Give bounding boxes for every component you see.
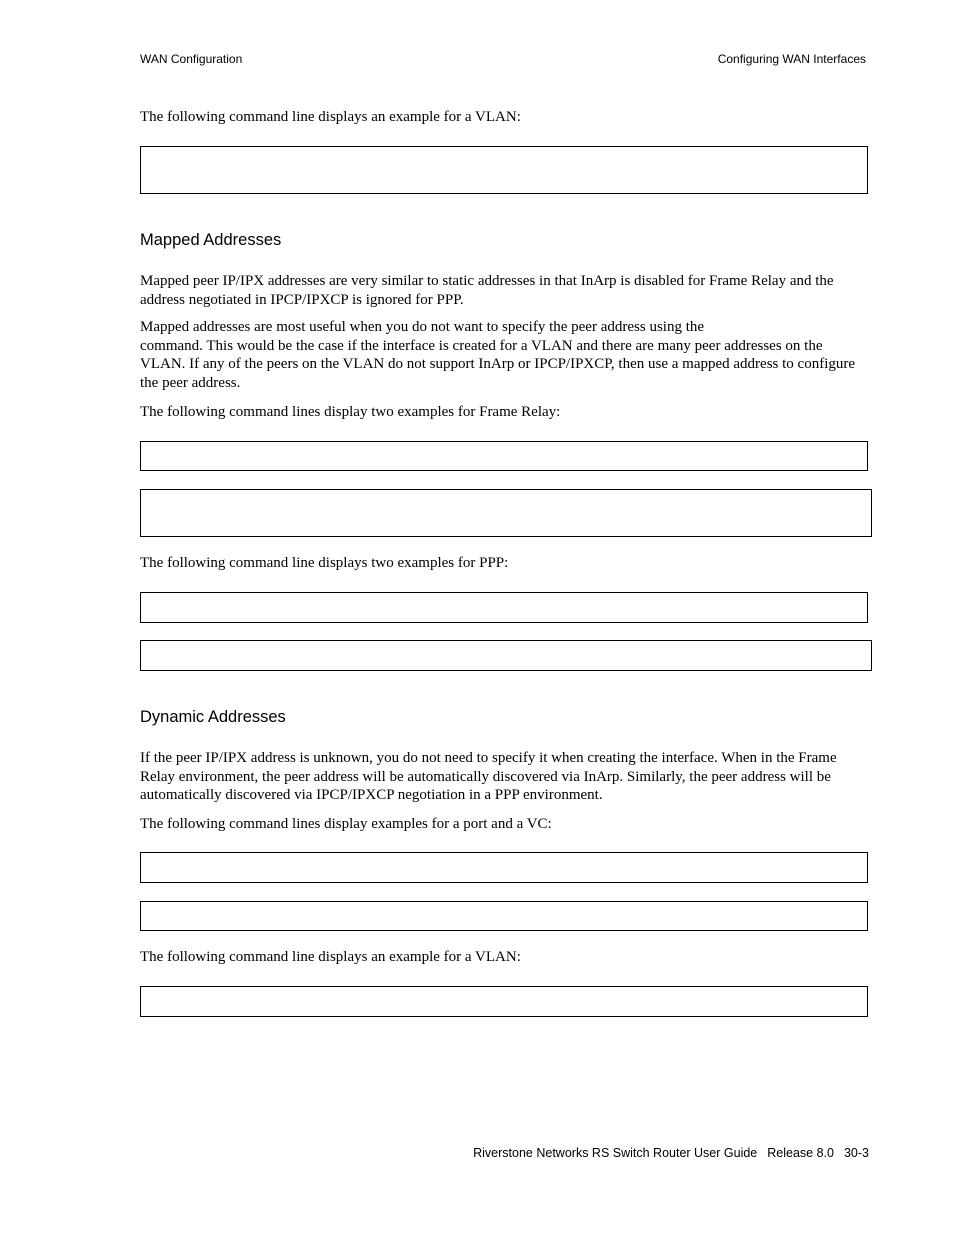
- mapped-paragraph-2: [140, 318, 870, 392]
- section-heading-mapped: Mapped Addresses: [140, 231, 282, 249]
- ppp-examples-text: The following command line displays two examples for PPP:: [140, 555, 509, 571]
- command-box-frame-relay-2: [140, 489, 872, 537]
- dynamic-paragraph-1: If the peer IP/IPX address is unknown, you do not need to specify it when creating the interface. When in the Frame Relay environment, the peer address will be automatically discovered via InArp. Similarly, the peer address will be automatically discovered via IPCP/IPXCP negotiation in a PPP environment.: [140, 750, 837, 803]
- dynamic-vlan-text: The following command line displays an example for a VLAN:: [140, 949, 521, 965]
- command-box-ppp-1: [140, 592, 868, 623]
- footer-page-number: 30-3: [843, 1146, 869, 1160]
- intro-vlan-text: The following command line displays an example for a VLAN:: [140, 109, 521, 125]
- page-footer: [473, 1146, 869, 1160]
- section-heading-dynamic: Dynamic Addresses: [140, 708, 286, 726]
- mapped-paragraph-2-line1: Mapped addresses are most useful when you do not want to specify the peer address using the: [140, 319, 705, 335]
- mapped-paragraph-1: Mapped peer IP/IPX addresses are very similar to static addresses in that InArp is disabled for Frame Relay and the address negotiated in IPCP/IPXCP is ignored for PPP.: [140, 273, 834, 308]
- frame-relay-examples-text: The following command lines display two examples for Frame Relay:: [140, 404, 561, 420]
- command-box-frame-relay-1: [140, 441, 868, 471]
- footer-release: Release 8.0: [767, 1146, 834, 1160]
- command-box-vc: [140, 901, 868, 931]
- running-header-right: Configuring WAN Interfaces: [717, 52, 866, 66]
- port-vc-examples-text: The following command lines display examples for a port and a VC:: [140, 816, 552, 832]
- running-header-left: WAN Configuration: [140, 52, 243, 66]
- mapped-paragraph-2-rest: command. This would be the case if the interface is created for a VLAN and there are many peer addresses on the VLAN. If any of the peers on the VLAN do not support InArp or IPCP/IPXCP, then use a mapped address to configure the peer address.: [140, 337, 856, 391]
- command-box-ppp-2: [140, 640, 872, 671]
- command-box-port: [140, 852, 868, 883]
- footer-guide-title: Riverstone Networks RS Switch Router User Guide: [473, 1146, 758, 1160]
- command-box-vlan-static: [140, 146, 868, 194]
- command-box-vlan-dynamic: [140, 986, 868, 1017]
